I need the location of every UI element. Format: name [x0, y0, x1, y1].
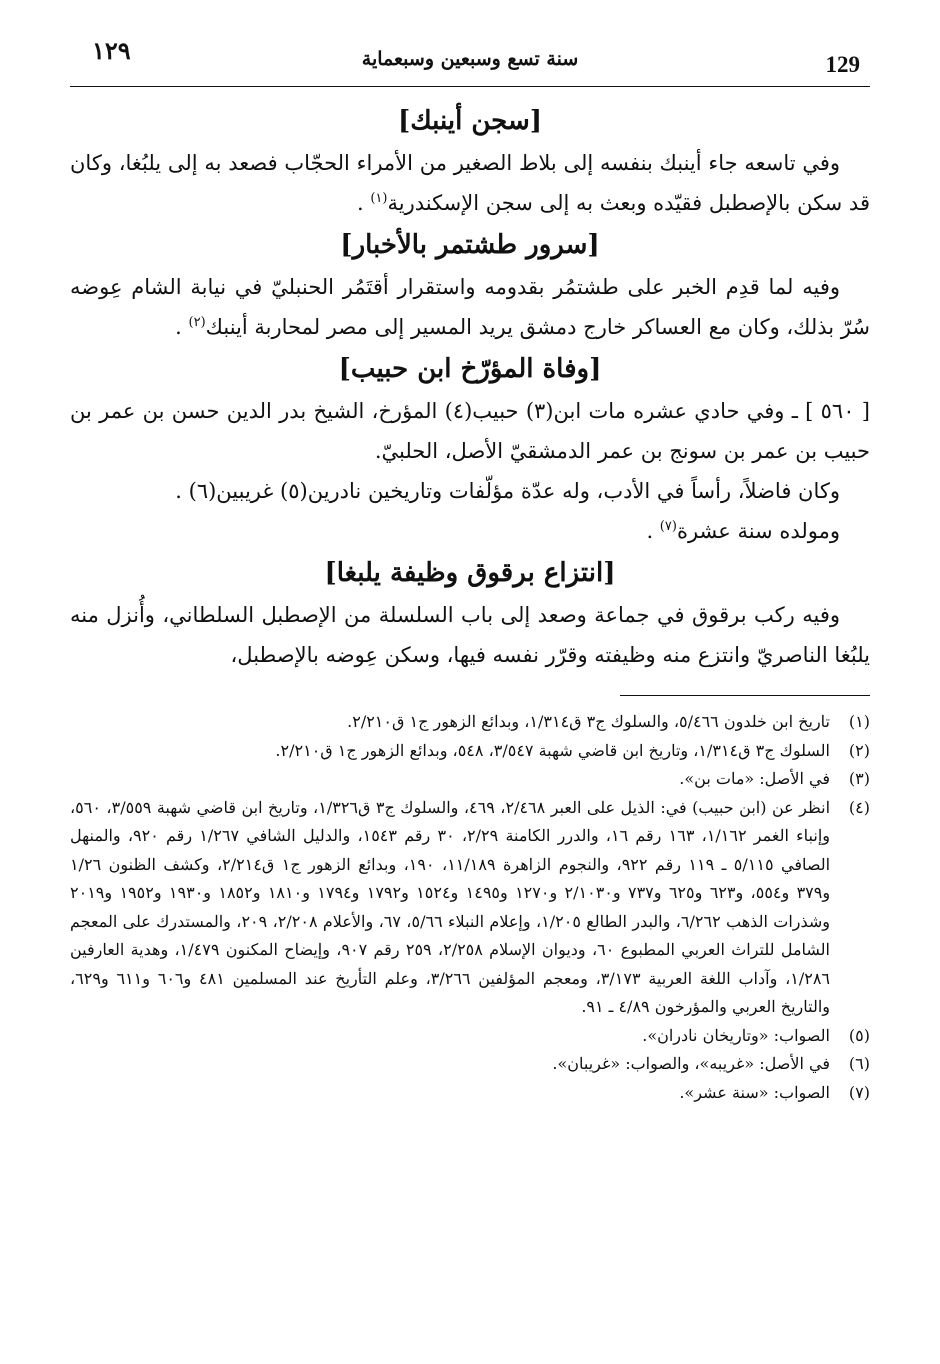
book-page	[70, 30, 870, 1340]
paragraph: [ ٥٦٠ ] ـ وفي حادي عشره مات ابن(٣) حبيب(٤) المؤرخ، الشيخ بدر الدين حسن بن عمر بن حبيب بن عمر بن سونج بن عمر الدمشقيّ الأصل، الحلبيّ.	[70, 399, 870, 463]
paragraph: وفيه ركب برقوق في جماعة وصعد إلى باب السلسلة من الإصطبل السلطاني، وأُنزل منه يلبُغا الناصريّ وانتزع منه وظيفته وقرّر نفسه فيها، وسكن عِوضه بالإصطبل،	[70, 603, 870, 667]
main-text	[70, 87, 870, 675]
footnote-text: الصواب: «سنة عشر».	[679, 1082, 830, 1102]
footnote-number: (٥)	[848, 1025, 870, 1045]
footnote-item	[70, 1022, 870, 1051]
footnote-item	[70, 708, 870, 737]
footnote-item	[70, 1079, 870, 1108]
footnote-number: (٢)	[848, 740, 870, 760]
footnote-text: في الأصل: «مات بن».	[679, 769, 830, 788]
footnote-text: السلوك ج٣ ق١/٣١٤، وتاريخ ابن قاضي شهبة ٣/٥٤٧، ٥٤٨، وبدائع الزهور ج١ ق٢/٢١٠.	[275, 740, 830, 760]
section-title: [سرور طشتمر بالأخبار]	[340, 230, 600, 260]
footnote-divider	[620, 695, 870, 696]
paragraph: وفيه لما قدِم الخبر على طشتمُر بقدومه واستقرار أقتَمُر الحنبليّ في نيابة الشام عِوضه سُرّ بذلك، وكان مع العساكر خارج دمشق يريد المسير إلى مصر لمحاربة أينبك$^{(٢)}$ .	[70, 275, 870, 339]
footnote-item	[70, 737, 870, 766]
page-number-arabic: ١٢٩	[92, 36, 131, 65]
page-number-latin: 129	[825, 52, 860, 77]
footnote-number: (٤)	[848, 797, 870, 817]
footnote-item	[70, 765, 870, 794]
footnote-number: (٣)	[848, 769, 870, 788]
section-title: [انتزاع برقوق وظيفة يلبغا]	[324, 558, 616, 588]
footnote-text: تاريخ ابن خلدون ٥/٤٦٦، والسلوك ج٣ ق١/٣١٤، وبدائع الزهور ج١ ق٢/٢١٠.	[347, 712, 830, 731]
section-title: [وفاة المؤرّخ ابن حبيب]	[338, 354, 602, 384]
paragraph: وفي تاسعه جاء أينبك بنفسه إلى بلاط الصغير من الأمراء الحجّاب فصعد به إلى يلبُغا، وكان قد سكن بالإصطبل فقيّده وبعث به إلى سجن الإسكندرية$^{(١)}$ .	[70, 151, 870, 215]
footnote-text: الصواب: «وتاريخان نادران».	[642, 1025, 830, 1045]
page-header	[70, 30, 870, 87]
footnotes	[70, 708, 870, 1107]
footnote-ref[interactable]: (١)	[370, 191, 388, 206]
running-title: سنة تسع وسبعين وسبعماية	[361, 48, 579, 70]
footnote-number: (٧)	[848, 1082, 870, 1102]
section-title: [سجن أينبك]	[397, 106, 543, 136]
footnote-ref[interactable]: (٢)	[188, 315, 206, 330]
footnote-ref[interactable]: (٧)	[659, 519, 677, 534]
footnote-item	[70, 1050, 870, 1079]
paragraph: وكان فاضلاً، رأساً في الأدب، وله عدّة مؤلّفات وتاريخين نادرين(٥) غريبين(٦) .	[175, 479, 840, 503]
footnote-number: (٦)	[848, 1054, 870, 1073]
footnote-item	[70, 794, 870, 1022]
paragraph: ومولده سنة عشرة$^{(٧)}$ .	[646, 519, 840, 543]
footnote-text: في الأصل: «غريبه»، والصواب: «غريبان».	[552, 1054, 830, 1073]
footnote-text: انظر عن (ابن حبيب) في: الذيل على العبر ٢/٤٦٨، ٤٦٩، والسلوك ج٣ ق١/٣٢٦، وتاريخ ابن قاضي شهبة ٣/٥٥٩، ٥٦٠، وإنباء الغمر ١/١٦٢، ١٦٣ رقم ١٦، والدرر الكامنة ٢/٢٩، ٣٠ رقم ١٥٤٣، والدليل الشافي ١/٢٦٧ رقم ٩٢٠، والمنهل الصافي ٥/١١٥ ـ ١١٩ رقم ٩٢٢، والنجوم الزاهرة ١١/١٨٩، ١٩٠، وبدائع الزهور ج١ ق٢/٢١٤، وكشف الظنون ١/٢٦ و٣٧٩ و٥٥٤، و٦٢٣ و٦٢٥ و٧٣٧ و٢/١٠٣٠ و١٢٧٠ و١٤٩٥ و١٥٢٤ و١٧٩٢ و١٧٩٤ و١٨١٠ و١٨٥٢ و١٩٣٠ و١٩٥٢ و٢٠١٩ وشذرات الذهب ٦/٢٦٢، والبدر الطالع ١/٢٠٥، وإعلام النبلاء ٥/٦٦، ٦٧، والأعلام ٢/٢٠٨، ٢٠٩، والمستدرك على المعجم الشامل للتراث العربي المطبوع ٦٠، وديوان الإسلام ٢/٢٥٨، ٢٥٩ رقم ٩٠٧، وإيضاح المكنون ١/٤٧٩، وهدية العارفين ١/٢٨٦، وآداب اللغة العربية ٣/١٧٣، ومعجم المؤلفين ٣/٢٦٦، وعلم التأريخ عند المسلمين ٤٨١ و٦٠٦ و٦١١ و٦٢٩، والتاريخ العربي والمؤرخون ٤/٨٩ ـ ٩١.	[70, 797, 831, 1016]
footnote-number: (١)	[848, 712, 870, 731]
